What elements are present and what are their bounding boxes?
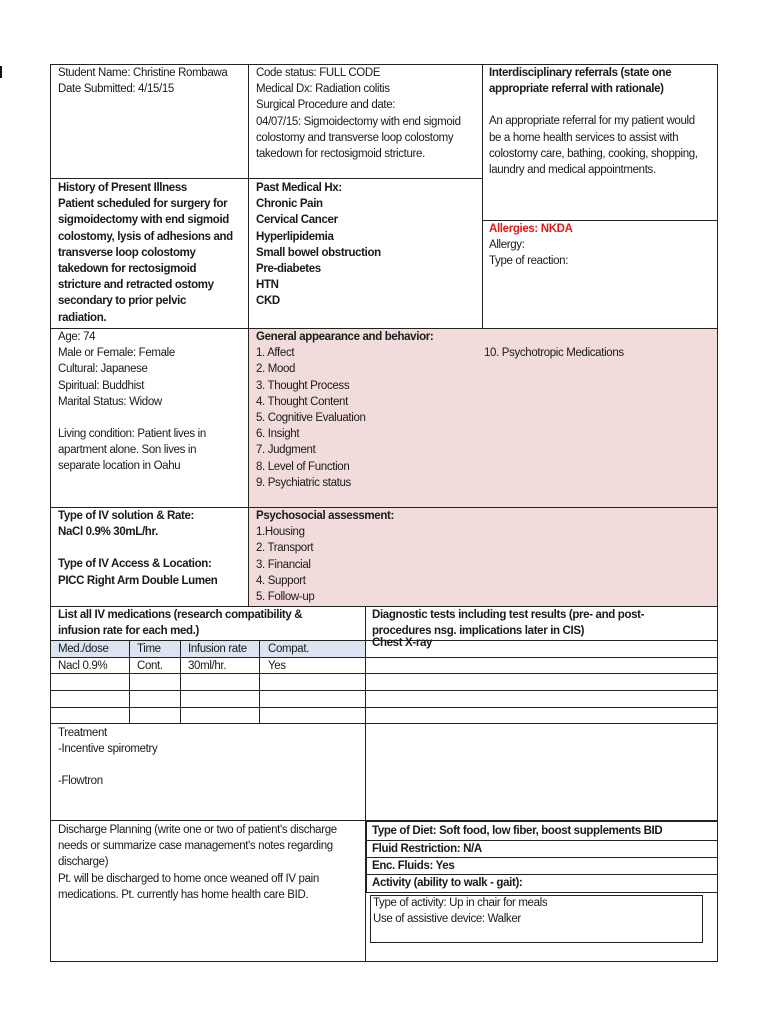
living-2: apartment alone. Son lives in xyxy=(58,444,197,457)
age: Age: 74 xyxy=(58,331,96,343)
psychosocial-cell xyxy=(256,508,486,605)
appearance-item: 5. Cognitive Evaluation xyxy=(256,412,366,425)
iv-access-title: Type of IV Access & Location: xyxy=(58,558,212,571)
history-line: takedown for rectosigmoid xyxy=(58,263,197,276)
iv-meds-title-line: List all IV medications (research compatibility & xyxy=(58,609,303,621)
allergy-label: Allergy: xyxy=(489,239,525,252)
discharge-line: medications. Pt. currently has home health care BID. xyxy=(58,888,309,901)
code-status: Code status: FULL CODE xyxy=(256,67,381,79)
col-time: Time xyxy=(137,643,161,655)
cultural: Cultural: Japanese xyxy=(58,363,148,376)
table-row-med: Nacl 0.9% xyxy=(58,660,108,672)
treatment-title: Treatment xyxy=(58,727,107,739)
date-submitted: Date Submitted: 4/15/15 xyxy=(58,83,174,96)
appearance-item: 6. Insight xyxy=(256,428,300,441)
medical-dx: Medical Dx: Radiation colitis xyxy=(256,83,390,96)
psychosocial-item: 3. Financial xyxy=(256,558,311,571)
student-name: Student Name: Christine Rombawa xyxy=(58,67,228,79)
history-line: secondary to prior pelvic xyxy=(58,295,187,308)
iv-meds-title-line: infusion rate for each med.) xyxy=(58,625,200,638)
diagnostics-title-line: Diagnostic tests including test results (pre- and post- xyxy=(372,609,645,621)
appearance-item: 9. Psychiatric status xyxy=(256,476,351,489)
appearance-item: 4. Thought Content xyxy=(256,395,348,408)
history-cell xyxy=(58,180,248,326)
past-medical-item: Hyperlipidemia xyxy=(256,230,334,243)
diagnostics-title-line: procedures nsg. implications later in CIS) xyxy=(372,625,585,638)
reaction-label: Type of reaction: xyxy=(489,255,569,268)
psychosocial-item: 2. Transport xyxy=(256,542,314,555)
appearance-item: 8. Level of Function xyxy=(256,460,350,473)
history-line: Patient scheduled for surgery for xyxy=(58,198,228,211)
past-medical-item: Chronic Pain xyxy=(256,198,323,211)
referrals-cell xyxy=(489,65,717,178)
iv-solution-title: Type of IV solution & Rate: xyxy=(58,510,195,522)
past-medical-title: Past Medical Hx: xyxy=(256,182,342,194)
psychosocial-item: 5. Follow-up xyxy=(256,591,315,604)
iv-access-value: PICC Right Arm Double Lumen xyxy=(58,574,218,587)
col-infusion-rate: Infusion rate xyxy=(188,643,247,655)
discharge-cell xyxy=(58,822,363,903)
surgical-detail-3: takedown for rectosigmoid stricture. xyxy=(256,148,425,161)
general-appearance-title: General appearance and behavior: xyxy=(256,331,434,343)
general-appearance-cell xyxy=(256,329,486,491)
living-3: separate location in Oahu xyxy=(58,460,181,473)
history-line: sigmoidectomy with end sigmoid xyxy=(58,214,229,227)
referrals-body-1: An appropriate referral for my patient would xyxy=(489,115,695,128)
past-medical-item: HTN xyxy=(256,279,279,292)
iv-cell xyxy=(58,508,248,589)
table-row-rate: 30ml/hr. xyxy=(188,660,227,672)
psychosocial-item: 1.Housing xyxy=(256,526,305,539)
psychotropic-item: 10. Psychotropic Medications xyxy=(484,347,624,359)
diet-type: Type of Diet: Soft food, low fiber, boost supplements BID xyxy=(372,825,663,837)
surgical-label: Surgical Procedure and date: xyxy=(256,99,396,112)
allergies-cell xyxy=(489,221,717,270)
iv-meds-title xyxy=(58,607,364,639)
psychosocial-item: 4. Support xyxy=(256,574,306,587)
past-medical-item: Pre-diabetes xyxy=(256,263,321,276)
sex: Male or Female: Female xyxy=(58,347,175,360)
history-title: History of Present Illness xyxy=(58,182,187,194)
student-info-cell xyxy=(58,65,248,97)
appearance-item: 7. Judgment xyxy=(256,444,316,457)
referrals-body-4: laundry and medical appointments. xyxy=(489,164,656,177)
treatment-item: -Flowtron xyxy=(58,775,103,788)
spiritual: Spiritual: Buddhist xyxy=(58,379,145,392)
history-line: stricture and retracted ostomy xyxy=(58,279,214,292)
iv-solution-value: NaCl 0.9% 30mL/hr. xyxy=(58,526,158,539)
code-status-cell xyxy=(256,65,482,162)
activity-title: Activity (ability to walk - gait): xyxy=(372,877,523,889)
col-med-dose: Med./dose xyxy=(58,643,109,655)
table-row-compat: Yes xyxy=(268,660,286,672)
past-medical-cell xyxy=(256,180,482,310)
table-row-time: Cont. xyxy=(137,660,163,672)
allergies-title: Allergies: NKDA xyxy=(489,223,573,235)
margin-mark xyxy=(0,66,2,78)
past-medical-item: Cervical Cancer xyxy=(256,214,338,227)
history-line: transverse loop colostomy xyxy=(58,246,196,259)
appearance-item: 2. Mood xyxy=(256,363,296,376)
diagnostics-clipped-text: Chest X-ray xyxy=(372,637,433,649)
treatment-item: -Incentive spirometry xyxy=(58,743,158,756)
activity-type: Type of activity: Up in chair for meals xyxy=(373,897,548,909)
marital: Marital Status: Widow xyxy=(58,395,162,408)
col-compat: Compat. xyxy=(268,643,310,655)
referrals-body-2: be a home health services to assist with xyxy=(489,131,679,144)
assistive-device: Use of assistive device: Walker xyxy=(373,913,521,925)
discharge-line: Discharge Planning (write one or two of patient's discharge xyxy=(58,824,337,836)
treatment-cell xyxy=(58,725,358,790)
referrals-title-1: Interdisciplinary referrals (state one xyxy=(489,67,672,79)
surgical-detail-1: 04/07/15: Sigmoidectomy with end sigmoid xyxy=(256,115,461,128)
past-medical-item: Small bowel obstruction xyxy=(256,246,381,259)
discharge-line: discharge) xyxy=(58,856,109,869)
demographics-cell xyxy=(58,329,248,475)
past-medical-item: CKD xyxy=(256,295,280,308)
discharge-line: needs or summarize case management's notes regarding xyxy=(58,840,333,853)
history-line: colostomy, lysis of adhesions and xyxy=(58,230,233,243)
appearance-item: 3. Thought Process xyxy=(256,379,350,392)
enc-fluids: Enc. Fluids: Yes xyxy=(372,860,455,872)
appearance-item: 1. Affect xyxy=(256,347,295,360)
discharge-line: Pt. will be discharged to home once weaned off IV pain xyxy=(58,872,319,885)
referrals-title-2: appropriate referral with rationale) xyxy=(489,83,664,96)
surgical-detail-2: colostomy and transverse loop colostomy xyxy=(256,131,454,144)
psychosocial-title: Psychosocial assessment: xyxy=(256,510,394,522)
referrals-body-3: colostomy care, bathing, cooking, shopping, xyxy=(489,147,698,160)
living-1: Living condition: Patient lives in xyxy=(58,428,206,441)
diagnostics-clipped xyxy=(372,637,712,649)
history-line: radiation. xyxy=(58,311,107,324)
fluid-restriction: Fluid Restriction: N/A xyxy=(372,843,482,855)
